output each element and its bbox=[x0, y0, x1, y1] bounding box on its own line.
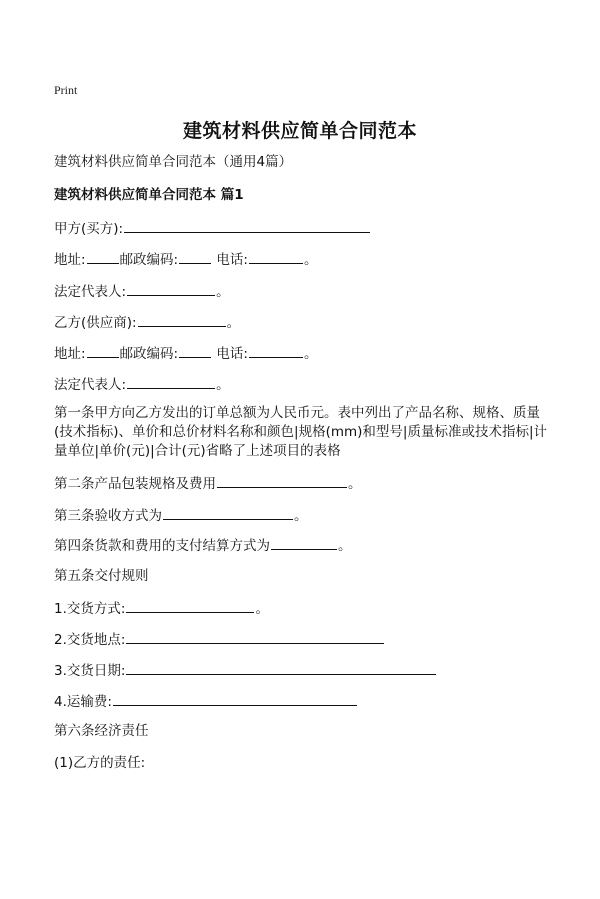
legal-rep-label: 法定代表人: bbox=[54, 377, 127, 393]
phone-label: 电话: bbox=[216, 346, 248, 362]
legal-rep-blank bbox=[127, 281, 215, 296]
item-4-label: 4.运输费: bbox=[54, 694, 112, 710]
address-line-b bbox=[54, 343, 317, 363]
article-5: 第五条交付规则 bbox=[54, 568, 149, 584]
article-4-label: 第四条货款和费用的支付结算方式为 bbox=[54, 538, 270, 554]
legal-rep-line-b bbox=[54, 374, 230, 394]
phone-blank bbox=[249, 343, 303, 358]
party-a-blank bbox=[124, 218, 370, 233]
party-a-label: 甲方(买方): bbox=[54, 221, 124, 237]
period: 。 bbox=[294, 508, 308, 524]
postcode-blank bbox=[179, 343, 211, 358]
item-1-blank bbox=[126, 598, 254, 613]
item-1-line bbox=[54, 598, 269, 618]
period: 。 bbox=[216, 284, 230, 300]
legal-rep-line-a bbox=[54, 281, 230, 301]
article-4-line bbox=[54, 535, 352, 555]
legal-rep-label: 法定代表人: bbox=[54, 284, 127, 300]
document-subtitle: 建筑材料供应简单合同范本（通用4篇） bbox=[54, 154, 293, 170]
postcode-label: 邮政编码: bbox=[119, 346, 179, 362]
article-2-line bbox=[54, 473, 362, 493]
address-line-a bbox=[54, 249, 317, 269]
article-3-blank bbox=[163, 505, 293, 520]
period: 。 bbox=[303, 252, 318, 268]
item-4-blank bbox=[113, 691, 357, 706]
party-b-blank bbox=[138, 312, 226, 327]
item-1-label: 1.交货方式: bbox=[54, 601, 126, 617]
legal-rep-blank bbox=[127, 374, 215, 389]
item-3-blank bbox=[126, 660, 436, 675]
address-label: 地址: bbox=[54, 252, 86, 268]
article-2-blank bbox=[217, 473, 347, 488]
item-4-line bbox=[54, 691, 358, 711]
phone-blank bbox=[249, 249, 303, 264]
item-2-label: 2.交货地点: bbox=[54, 632, 126, 648]
article-1: 第一条甲方向乙方发出的订单总额为人民币元。表中列出了产品名称、规格、质量(技术指标)、单价和总价材料名称和颜色|规格(mm)和型号|质量标准或技术指标|计量单位|单价(元)|合计(元)省略了上述项目的表格 bbox=[54, 405, 548, 459]
period: 。 bbox=[348, 476, 362, 492]
article-3-label: 第三条验收方式为 bbox=[54, 508, 162, 524]
period: 。 bbox=[338, 538, 352, 554]
article-3-line bbox=[54, 505, 308, 525]
address-label: 地址: bbox=[54, 346, 86, 362]
address-blank bbox=[87, 249, 119, 264]
section-heading: 建筑材料供应简单合同范本 篇1 bbox=[54, 187, 244, 203]
period: 。 bbox=[255, 601, 269, 617]
item-3-label: 3.交货日期: bbox=[54, 663, 126, 679]
party-a-line bbox=[54, 218, 371, 238]
party-b-label: 乙方(供应商): bbox=[54, 315, 137, 331]
party-b-line bbox=[54, 312, 240, 332]
document-title: 建筑材料供应简单合同范本 bbox=[182, 120, 417, 142]
item-3-line bbox=[54, 660, 437, 680]
postcode-blank bbox=[179, 249, 211, 264]
period: 。 bbox=[216, 377, 230, 393]
period: 。 bbox=[303, 346, 318, 362]
article-6: 第六条经济责任 bbox=[54, 723, 149, 739]
party-b-duty: (1)乙方的责任: bbox=[54, 755, 146, 771]
article-2-label: 第二条产品包装规格及费用 bbox=[54, 476, 216, 492]
period: 。 bbox=[226, 315, 241, 331]
print-label[interactable]: Print bbox=[54, 83, 78, 97]
item-2-line bbox=[54, 629, 385, 649]
phone-label: 电话: bbox=[216, 252, 248, 268]
address-blank bbox=[87, 343, 119, 358]
postcode-label: 邮政编码: bbox=[119, 252, 179, 268]
item-2-blank bbox=[126, 629, 384, 644]
article-4-blank bbox=[271, 535, 337, 550]
